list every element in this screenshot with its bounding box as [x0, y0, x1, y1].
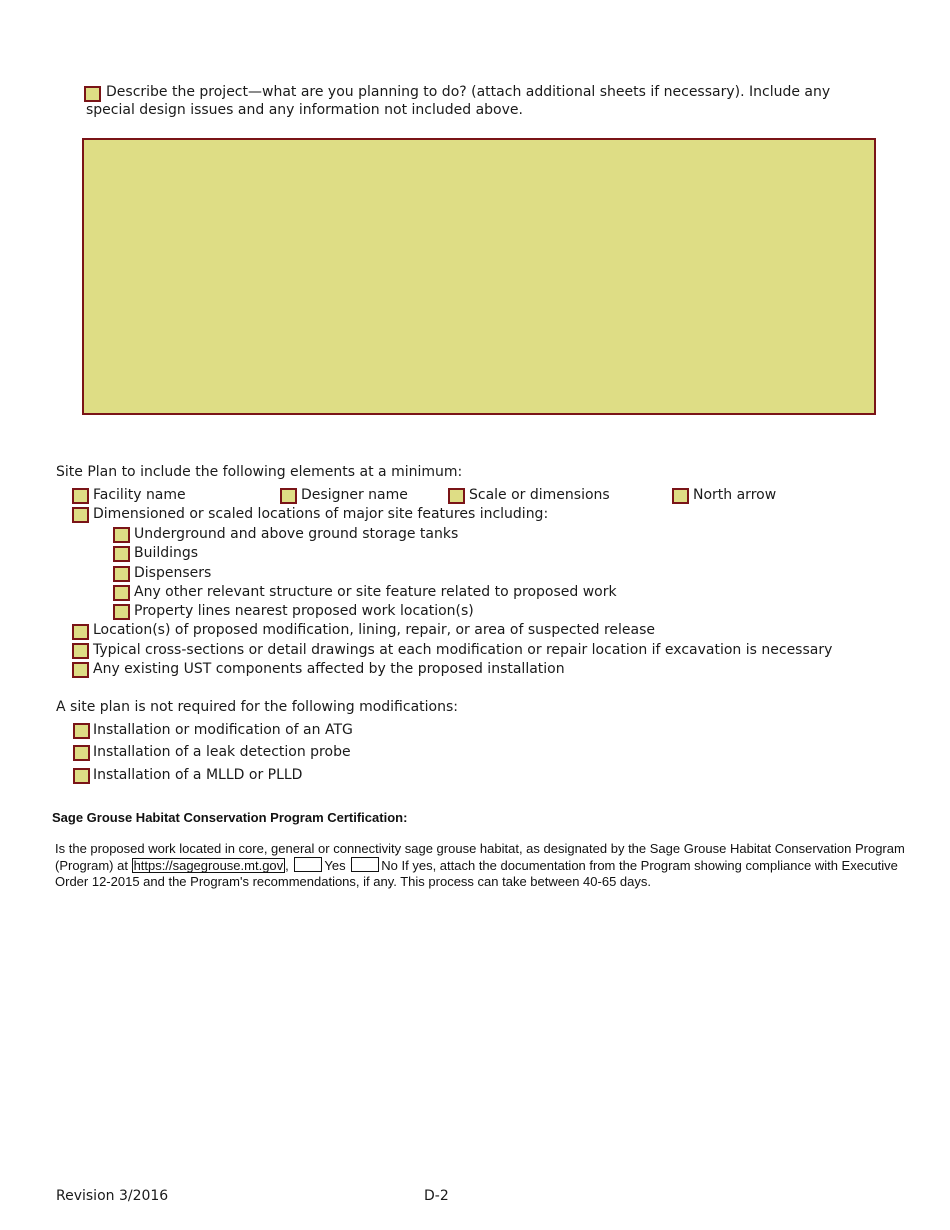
designer-name-label: Designer name	[301, 487, 408, 503]
dispensers-checkbox[interactable]	[113, 566, 130, 582]
facility-name-label: Facility name	[93, 487, 186, 503]
mlld-plld-checkbox[interactable]	[73, 768, 90, 784]
yes-label: Yes	[324, 858, 346, 873]
no-field[interactable]	[351, 857, 379, 872]
proposed-modification-location-checkbox[interactable]	[72, 624, 89, 640]
site-plan-heading: Site Plan to include the following elements at a minimum:	[56, 464, 463, 480]
property-lines-label: Property lines nearest proposed work location(s)	[134, 603, 474, 619]
project-description-textarea[interactable]	[82, 138, 876, 415]
no-label: No	[381, 858, 398, 873]
cross-sections-checkbox[interactable]	[72, 643, 89, 659]
mlld-plld-label: Installation of a MLLD or PLLD	[93, 767, 303, 783]
buildings-checkbox[interactable]	[113, 546, 130, 562]
dispensers-label: Dispensers	[134, 565, 212, 581]
describe-project-prompt: Describe the project—what are you planning to do? (attach additional sheets if necessary). Include any special design issues and any information not included above.	[86, 84, 831, 118]
atg-label: Installation or modification of an ATG	[93, 722, 353, 738]
scale-dimensions-label: Scale or dimensions	[469, 487, 610, 503]
revision-label: Revision 3/2016	[56, 1188, 169, 1204]
sage-grouse-text-intro: Is the proposed work located in core, general or connectivity sage grouse habitat, as designated by the Sage Grouse Habitat Conservation Program (Program) at	[55, 841, 905, 873]
buildings-label: Buildings	[134, 545, 199, 561]
leak-detection-probe-label: Installation of a leak detection probe	[93, 744, 351, 760]
north-arrow-checkbox[interactable]	[672, 488, 689, 504]
sage-grouse-paragraph: Is the proposed work located in core, general or connectivity sage grouse habitat, as designated by the Sage Grouse Habitat Conservation Program (Program) at https://sagegrouse.mt.gov , Yes No If yes, attach the documentation from the Program showing compliance with Executive Order 12-2015 and the Program's recommendations, if any. This process can take between 40-65 days.	[55, 841, 905, 889]
dimensioned-locations-label: Dimensioned or scaled locations of major site features including:	[93, 506, 549, 522]
property-lines-checkbox[interactable]	[113, 604, 130, 620]
page-number: D-2	[424, 1188, 449, 1204]
storage-tanks-checkbox[interactable]	[113, 527, 130, 543]
proposed-modification-location-label: Location(s) of proposed modification, lining, repair, or area of suspected release	[93, 622, 656, 638]
north-arrow-label: North arrow	[693, 487, 777, 503]
storage-tanks-label: Underground and above ground storage tanks	[134, 526, 459, 542]
other-structure-label: Any other relevant structure or site feature related to proposed work	[134, 584, 617, 600]
sage-grouse-title: Sage Grouse Habitat Conservation Program Certification:	[52, 810, 408, 825]
sagegrouse-link[interactable]: https://sagegrouse.mt.gov	[133, 858, 284, 873]
leak-detection-probe-checkbox[interactable]	[73, 745, 90, 761]
yes-field[interactable]	[294, 857, 322, 872]
facility-name-checkbox[interactable]	[72, 488, 89, 504]
cross-sections-label: Typical cross-sections or detail drawings at each modification or repair location if excavation is necessary	[93, 642, 833, 658]
not-required-heading: A site plan is not required for the following modifications:	[56, 699, 458, 715]
atg-checkbox[interactable]	[73, 723, 90, 739]
sage-grouse-text-instructions: If yes, attach the documentation from the Program showing compliance with Executive Order 12-2015 and the Program's recommendations, if any. This process can take between 40-65 days.	[55, 858, 898, 889]
existing-ust-components-checkbox[interactable]	[72, 662, 89, 678]
dimensioned-locations-checkbox[interactable]	[72, 507, 89, 523]
designer-name-checkbox[interactable]	[280, 488, 297, 504]
existing-ust-components-label: Any existing UST components affected by the proposed installation	[93, 661, 565, 677]
scale-dimensions-checkbox[interactable]	[448, 488, 465, 504]
other-structure-checkbox[interactable]	[113, 585, 130, 601]
